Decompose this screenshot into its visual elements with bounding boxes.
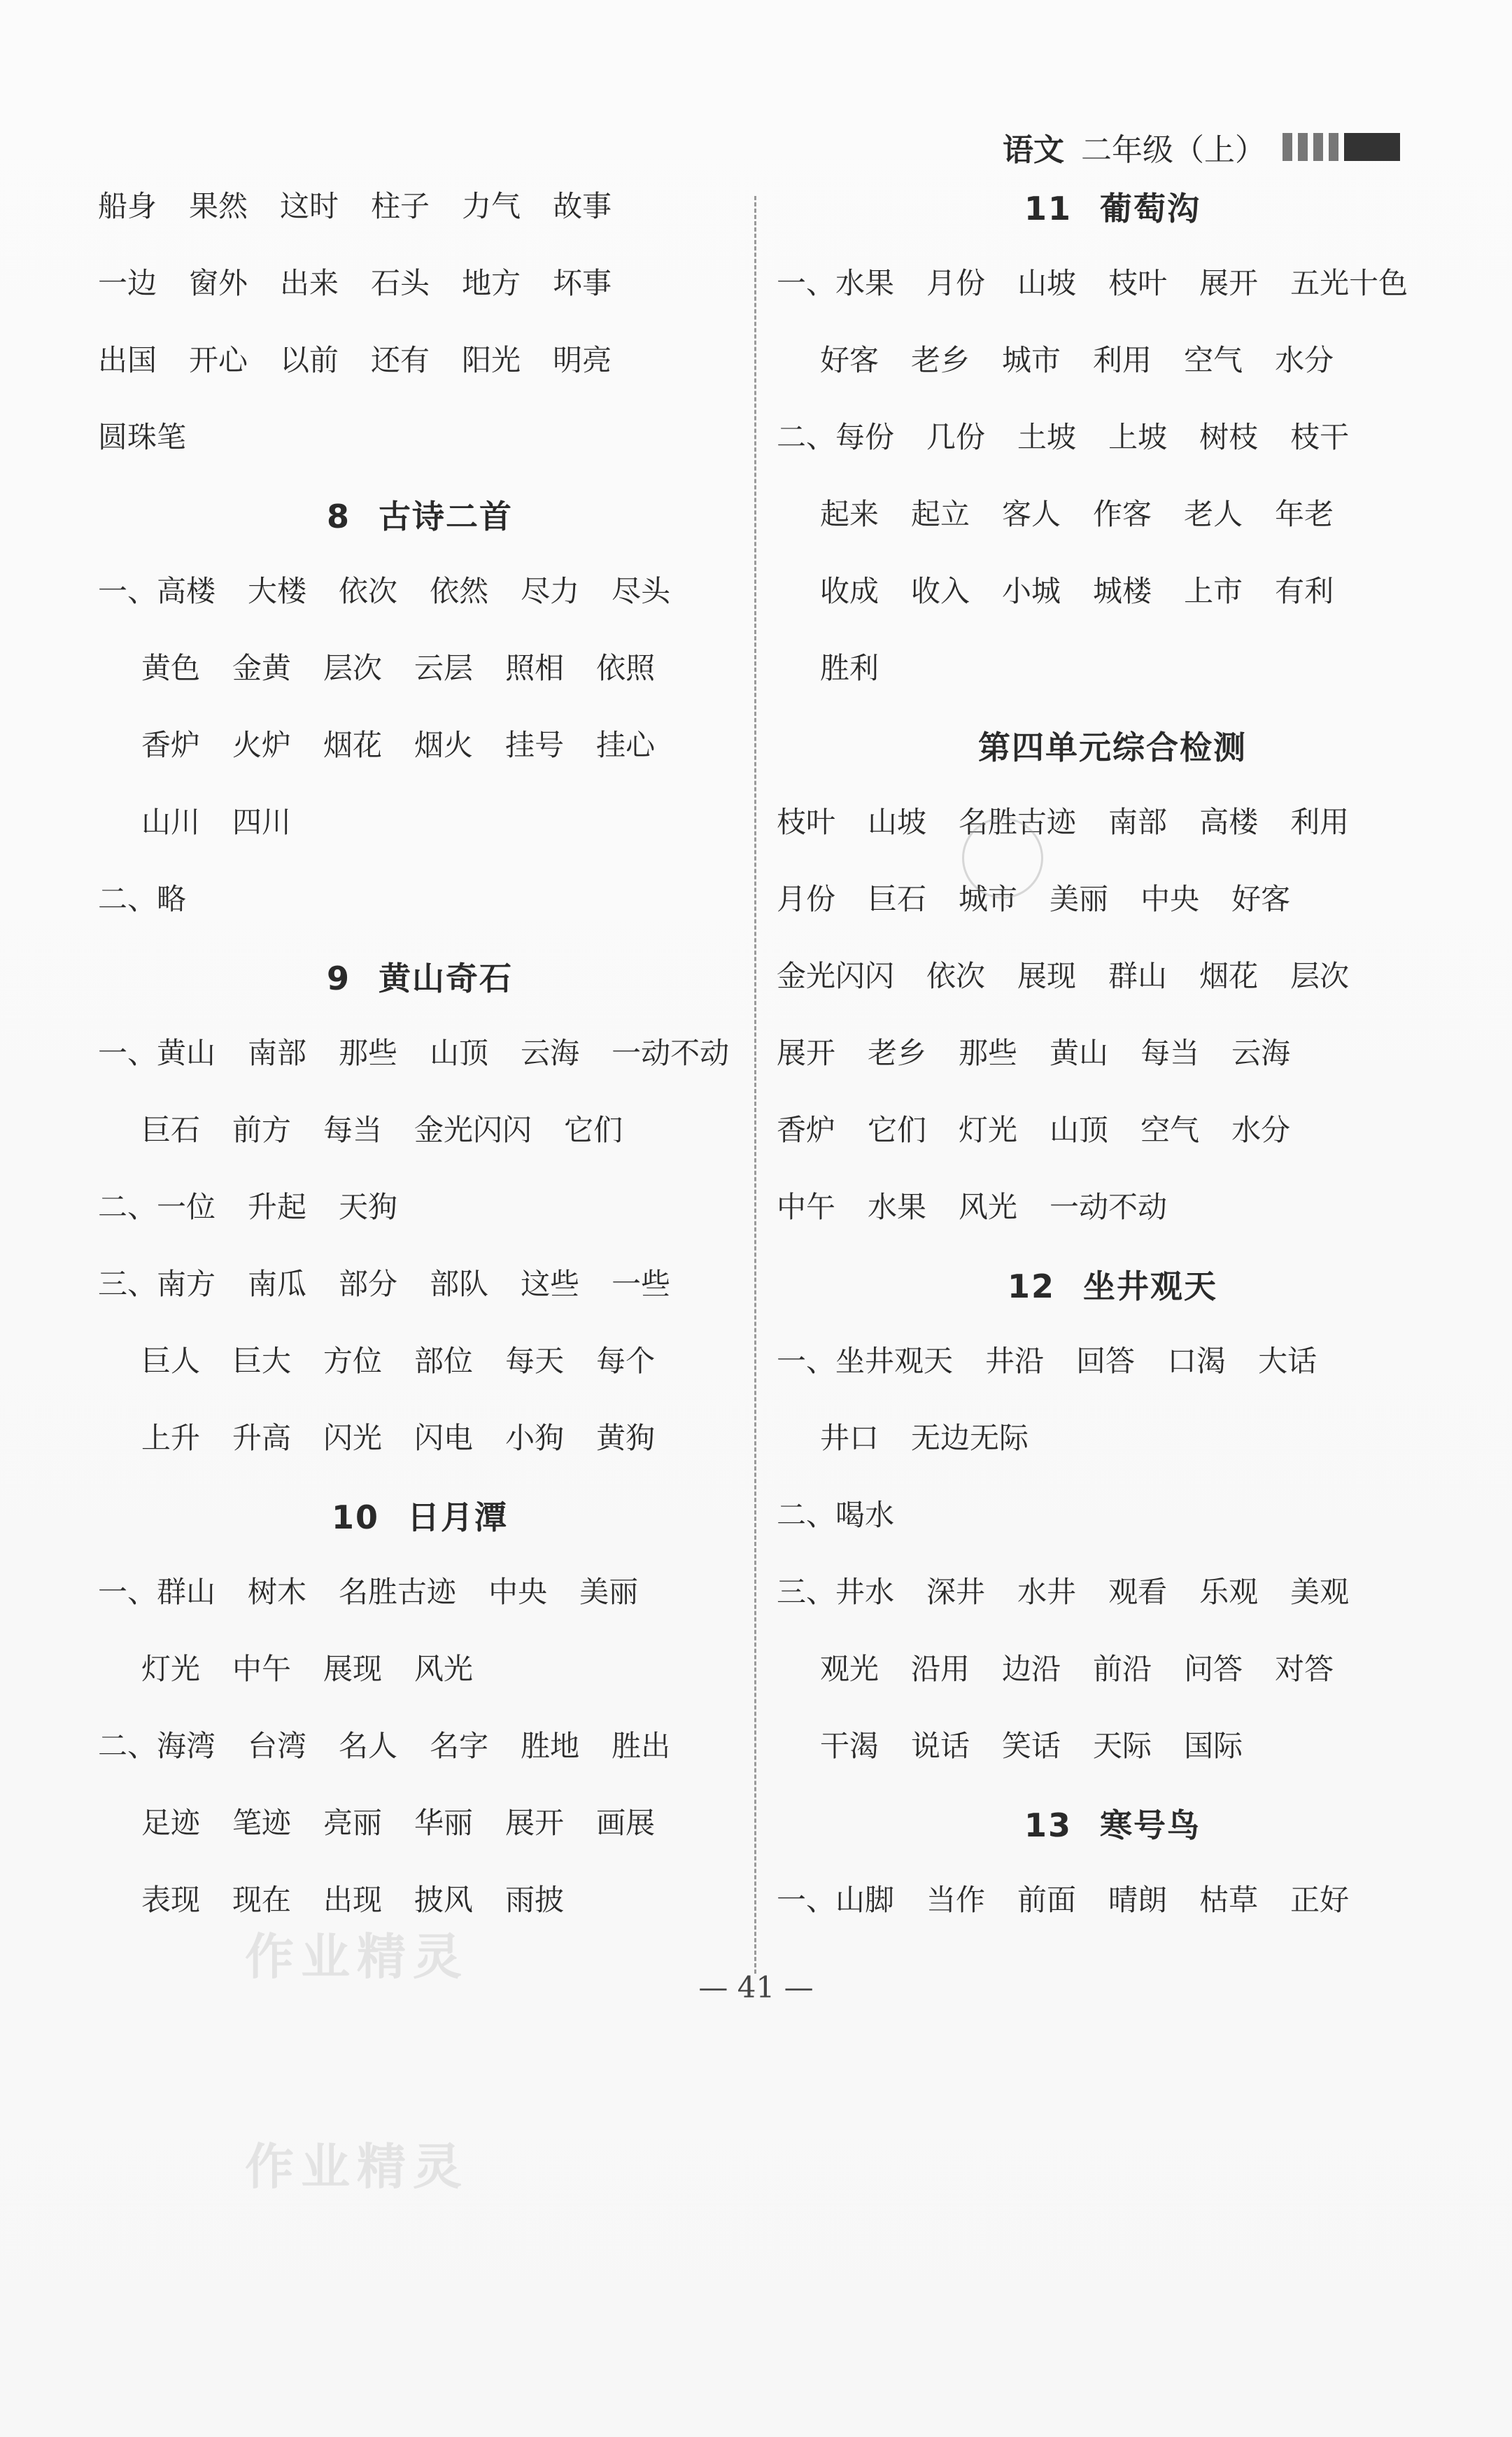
- answer-word: 圆珠笔: [98, 420, 187, 454]
- answer-word: 海湾: [157, 1729, 216, 1763]
- answer-word: 好客: [1231, 882, 1291, 916]
- answer-word: 闪光: [323, 1421, 383, 1455]
- answer-word: 口渴: [1167, 1344, 1227, 1378]
- answer-word: 月份: [926, 266, 986, 300]
- answer-word: 水果: [868, 1190, 927, 1224]
- section-number: 10: [331, 1498, 379, 1536]
- answer-word: 黄色: [141, 651, 201, 685]
- answer-word: 小城: [1002, 574, 1061, 608]
- answer-word: 水井: [1017, 1575, 1077, 1609]
- header-subject: 语文: [1003, 132, 1064, 168]
- answer-word: 以前: [280, 343, 339, 377]
- answer-word: 群山: [157, 1575, 216, 1609]
- answer-word: 城市: [1002, 343, 1061, 377]
- answer-word: 烟花: [323, 728, 383, 762]
- answer-word: 中午: [232, 1652, 292, 1686]
- answer-word: 金光闪闪: [414, 1113, 532, 1147]
- answer-word: 山脚: [835, 1883, 895, 1917]
- answer-word: 城市: [959, 882, 1018, 916]
- answer-word: 闪电: [414, 1421, 474, 1455]
- answer-word: 灯光: [959, 1113, 1018, 1147]
- answer-word: 升高: [232, 1421, 292, 1455]
- answer-word: 边沿: [1002, 1652, 1061, 1686]
- answer-word: 挂心: [596, 728, 656, 762]
- answer-word: 出来: [280, 266, 339, 300]
- answer-word: 明亮: [553, 343, 612, 377]
- answer-word: 一些: [612, 1267, 671, 1301]
- answer-word: 上坡: [1108, 420, 1168, 454]
- answer-word: 雨披: [505, 1883, 565, 1917]
- answer-word: 美丽: [579, 1575, 639, 1609]
- answer-word: 利用: [1290, 805, 1350, 839]
- answer-word: 开心: [189, 343, 248, 377]
- answer-word: 说话: [911, 1729, 970, 1763]
- answer-word: 胜地: [521, 1729, 580, 1763]
- answer-word: 南方: [157, 1267, 216, 1301]
- answer-word: 干渴: [820, 1729, 879, 1763]
- answer-word: 依照: [596, 651, 656, 685]
- section-title: [98, 1492, 742, 1538]
- answer-word: 城楼: [1093, 574, 1152, 608]
- answer-word: 坐井观天: [835, 1344, 954, 1378]
- answer-line: [98, 1785, 742, 1862]
- answer-word: 枯草: [1199, 1883, 1259, 1917]
- section-title: [777, 1800, 1448, 1846]
- answer-word: 烟火: [414, 728, 474, 762]
- answer-line: [98, 1169, 742, 1246]
- answer-word: 胜利: [820, 651, 879, 685]
- answer-word: 表现: [141, 1883, 201, 1917]
- answer-word: 略: [157, 882, 187, 916]
- question-label: 二、: [98, 882, 157, 916]
- answer-word: 云海: [521, 1036, 580, 1070]
- answer-line: [777, 1323, 1448, 1400]
- answer-word: 南部: [248, 1036, 307, 1070]
- answer-word: 观光: [820, 1652, 879, 1686]
- answer-word: 前方: [232, 1113, 292, 1147]
- answer-word: 尽力: [521, 574, 580, 608]
- answer-line: [98, 1246, 742, 1323]
- section-title-text: 日月潭: [407, 1498, 508, 1536]
- answer-word: 香炉: [777, 1113, 836, 1147]
- section-title-text: 坐井观天: [1083, 1267, 1217, 1305]
- answer-word: 几份: [926, 420, 986, 454]
- answer-word: 收入: [911, 574, 970, 608]
- answer-word: 老乡: [911, 343, 970, 377]
- answer-word: 月份: [777, 882, 836, 916]
- section-number: 9: [326, 960, 351, 997]
- column-divider: [754, 196, 756, 1974]
- answer-word: 前面: [1017, 1883, 1077, 1917]
- answer-word: 部分: [339, 1267, 398, 1301]
- answer-word: 照相: [505, 651, 565, 685]
- question-label: 二、: [777, 1498, 836, 1532]
- answer-word: 高楼: [1199, 805, 1259, 839]
- answer-word: 大话: [1258, 1344, 1317, 1378]
- answer-word: 树枝: [1199, 420, 1259, 454]
- answer-word: 一动不动: [612, 1036, 730, 1070]
- answer-word: 依然: [430, 574, 489, 608]
- answer-word: 一位: [157, 1190, 216, 1224]
- answer-line: [98, 1400, 742, 1477]
- answer-line: [777, 322, 1448, 399]
- section-title-text: 黄山奇石: [379, 960, 513, 997]
- answer-line: [98, 861, 742, 938]
- answer-word: 小狗: [505, 1421, 565, 1455]
- answer-word: 客人: [1002, 497, 1061, 531]
- answer-word: 云海: [1231, 1036, 1291, 1070]
- answer-line: [777, 1477, 1448, 1554]
- answer-line: [777, 1400, 1448, 1477]
- answer-word: 烟花: [1199, 959, 1259, 993]
- question-label: 一、: [98, 574, 157, 608]
- question-label: 二、: [98, 1729, 157, 1763]
- answer-word: 南瓜: [248, 1267, 307, 1301]
- answer-line: [777, 1092, 1448, 1169]
- answer-line: [777, 1631, 1448, 1708]
- answer-line: [98, 1323, 742, 1400]
- answer-word: 起来: [820, 497, 879, 531]
- answer-word: 上市: [1184, 574, 1243, 608]
- section-number: 12: [1007, 1267, 1055, 1305]
- answer-word: 一边: [98, 266, 157, 300]
- question-label: 三、: [777, 1575, 836, 1609]
- answer-word: 灯光: [141, 1652, 201, 1686]
- answer-word: 水分: [1275, 343, 1334, 377]
- stamp-mark: [962, 817, 1043, 899]
- answer-line: [98, 168, 742, 245]
- answer-line: [777, 1708, 1448, 1785]
- answer-word: 山坡: [1017, 266, 1077, 300]
- section-title-text: 古诗二首: [379, 498, 513, 535]
- answer-word: 乐观: [1199, 1575, 1259, 1609]
- answer-word: 展开: [505, 1806, 565, 1840]
- answer-word: 果然: [189, 189, 248, 223]
- answer-word: 这些: [521, 1267, 580, 1301]
- answer-word: 那些: [959, 1036, 1018, 1070]
- answer-word: 正好: [1290, 1883, 1350, 1917]
- answer-line: [777, 399, 1448, 476]
- section-title-text: 第四单元综合检测: [978, 729, 1247, 766]
- answer-word: 胜出: [612, 1729, 671, 1763]
- answer-word: 依次: [926, 959, 986, 993]
- answer-word: 国际: [1184, 1729, 1243, 1763]
- answer-word: 水分: [1231, 1113, 1291, 1147]
- answer-line: [777, 938, 1448, 1015]
- answer-word: 香炉: [141, 728, 201, 762]
- answer-word: 那些: [339, 1036, 398, 1070]
- answer-word: 风光: [414, 1652, 474, 1686]
- answer-word: 展现: [1017, 959, 1077, 993]
- answer-word: 力气: [462, 189, 521, 223]
- answer-word: 展现: [323, 1652, 383, 1686]
- section-title-text: 葡萄沟: [1100, 190, 1201, 227]
- answer-word: 井沿: [985, 1344, 1045, 1378]
- question-label: 一、: [777, 1344, 836, 1378]
- answer-word: 层次: [323, 651, 383, 685]
- section-number: 8: [326, 498, 351, 535]
- answer-word: 水果: [835, 266, 895, 300]
- answer-word: 巨石: [868, 882, 927, 916]
- answer-line: [777, 476, 1448, 553]
- answer-word: 一动不动: [1050, 1190, 1168, 1224]
- answer-word: 出现: [323, 1883, 383, 1917]
- answer-word: 足迹: [141, 1806, 201, 1840]
- answer-word: 出国: [98, 343, 157, 377]
- answer-word: 年老: [1275, 497, 1334, 531]
- answer-word: 喝水: [835, 1498, 895, 1532]
- section-title: [777, 1261, 1448, 1307]
- answer-word: 当作: [926, 1883, 986, 1917]
- answer-word: 名字: [430, 1729, 489, 1763]
- answer-word: 五光十色: [1290, 266, 1408, 300]
- answer-word: 画展: [596, 1806, 656, 1840]
- answer-word: 风光: [959, 1190, 1018, 1224]
- section-title-text: 寒号鸟: [1100, 1806, 1201, 1844]
- answer-word: 披风: [414, 1883, 474, 1917]
- answer-word: 树木: [248, 1575, 307, 1609]
- answer-word: 柱子: [371, 189, 430, 223]
- answer-word: 无边无际: [911, 1421, 1029, 1455]
- answer-word: 井口: [820, 1421, 879, 1455]
- answer-word: 美丽: [1050, 882, 1109, 916]
- answer-word: 阳光: [462, 343, 521, 377]
- answer-line: [777, 861, 1448, 938]
- answer-line: [98, 784, 742, 861]
- answer-word: 华丽: [414, 1806, 474, 1840]
- answer-word: 层次: [1290, 959, 1350, 993]
- answer-word: 它们: [564, 1113, 623, 1147]
- section-title: [98, 491, 742, 538]
- answer-word: 沿用: [911, 1652, 970, 1686]
- answer-word: 天狗: [339, 1190, 398, 1224]
- answer-word: 方位: [323, 1344, 383, 1378]
- answer-line: [777, 553, 1448, 630]
- answer-word: 名人: [339, 1729, 398, 1763]
- answer-word: 观看: [1108, 1575, 1168, 1609]
- left-column: [98, 168, 742, 1939]
- answer-word: 问答: [1184, 1652, 1243, 1686]
- answer-word: 群山: [1108, 959, 1168, 993]
- answer-word: 展开: [1199, 266, 1259, 300]
- answer-word: 现在: [232, 1883, 292, 1917]
- answer-word: 作客: [1093, 497, 1152, 531]
- answer-word: 枝叶: [1108, 266, 1168, 300]
- answer-word: 老人: [1184, 497, 1243, 531]
- answer-word: 高楼: [157, 574, 216, 608]
- answer-word: 名胜古迹: [959, 805, 1077, 839]
- question-label: 一、: [98, 1036, 157, 1070]
- section-title: [777, 183, 1448, 230]
- watermark: 作业精灵: [245, 1928, 469, 1986]
- question-label: 三、: [98, 1267, 157, 1301]
- answer-word: 土坡: [1017, 420, 1077, 454]
- running-header: [1003, 125, 1400, 169]
- answer-word: 台湾: [248, 1729, 307, 1763]
- answer-word: 老乡: [868, 1036, 927, 1070]
- answer-word: 黄山: [157, 1036, 216, 1070]
- answer-word: 井水: [835, 1575, 895, 1609]
- header-grade: 二年级（上）: [1081, 132, 1266, 168]
- answer-word: 山坡: [868, 805, 927, 839]
- answer-word: 金黄: [232, 651, 292, 685]
- answer-word: 尽头: [612, 574, 671, 608]
- answer-word: 展开: [777, 1036, 836, 1070]
- answer-word: 挂号: [505, 728, 565, 762]
- answer-line: [98, 1631, 742, 1708]
- answer-word: 巨人: [141, 1344, 201, 1378]
- answer-word: 亮丽: [323, 1806, 383, 1840]
- answer-word: 山顶: [430, 1036, 489, 1070]
- answer-line: [777, 1554, 1448, 1631]
- answer-word: 收成: [820, 574, 879, 608]
- answer-word: 晴朗: [1108, 1883, 1168, 1917]
- answer-word: 笑话: [1002, 1729, 1061, 1763]
- answer-word: 中央: [1140, 882, 1200, 916]
- answer-line: [98, 553, 742, 630]
- answer-line: [98, 630, 742, 707]
- answer-word: 枝干: [1290, 420, 1350, 454]
- answer-line: [98, 707, 742, 784]
- answer-word: 回答: [1076, 1344, 1136, 1378]
- answer-word: 依次: [339, 574, 398, 608]
- answer-word: 四川: [232, 805, 292, 839]
- answer-word: 火炉: [232, 728, 292, 762]
- answer-line: [777, 1169, 1448, 1246]
- answer-word: 窗外: [189, 266, 248, 300]
- answer-word: 部位: [414, 1344, 474, 1378]
- answer-line: [98, 399, 742, 476]
- question-label: 一、: [98, 1575, 157, 1609]
- answer-line: [777, 1015, 1448, 1092]
- answer-line: [777, 1862, 1448, 1939]
- answer-word: 空气: [1184, 343, 1243, 377]
- header-decoration: [1283, 133, 1400, 161]
- answer-word: 每当: [1140, 1036, 1200, 1070]
- answer-word: 它们: [868, 1113, 927, 1147]
- answer-line: [98, 245, 742, 322]
- answer-word: 名胜古迹: [339, 1575, 457, 1609]
- answer-word: 部队: [430, 1267, 489, 1301]
- answer-word: 利用: [1093, 343, 1152, 377]
- answer-word: 空气: [1140, 1113, 1200, 1147]
- answer-word: 前沿: [1093, 1652, 1152, 1686]
- answer-line: [777, 245, 1448, 322]
- answer-word: 每天: [505, 1344, 565, 1378]
- answer-word: 黄山: [1050, 1036, 1109, 1070]
- answer-word: 大楼: [248, 574, 307, 608]
- answer-word: 这时: [280, 189, 339, 223]
- answer-word: 中央: [488, 1575, 548, 1609]
- answer-word: 升起: [248, 1190, 307, 1224]
- section-title: [777, 722, 1448, 768]
- answer-word: 地方: [462, 266, 521, 300]
- answer-word: 坏事: [553, 266, 612, 300]
- answer-word: 山顶: [1050, 1113, 1109, 1147]
- watermark: 作业精灵: [245, 2138, 469, 2196]
- answer-word: 每当: [323, 1113, 383, 1147]
- answer-word: 每个: [596, 1344, 656, 1378]
- question-label: 一、: [777, 1883, 836, 1917]
- answer-word: 天际: [1093, 1729, 1152, 1763]
- answer-line: [98, 1015, 742, 1092]
- answer-word: 枝叶: [777, 805, 836, 839]
- answer-word: 笔迹: [232, 1806, 292, 1840]
- answer-line: [98, 1554, 742, 1631]
- answer-word: 巨大: [232, 1344, 292, 1378]
- answer-word: 起立: [911, 497, 970, 531]
- answer-word: 南部: [1108, 805, 1168, 839]
- answer-word: 中午: [777, 1190, 836, 1224]
- answer-word: 每份: [835, 420, 895, 454]
- answer-line: [98, 322, 742, 399]
- answer-word: 云层: [414, 651, 474, 685]
- answer-word: 黄狗: [596, 1421, 656, 1455]
- answer-word: 金光闪闪: [777, 959, 895, 993]
- answer-word: 山川: [141, 805, 201, 839]
- answer-word: 深井: [926, 1575, 986, 1609]
- right-column: [777, 168, 1448, 1939]
- section-title: [98, 953, 742, 999]
- answer-word: 巨石: [141, 1113, 201, 1147]
- answer-line: [777, 784, 1448, 861]
- answer-word: 美观: [1290, 1575, 1350, 1609]
- answer-word: 石头: [371, 266, 430, 300]
- section-number: 11: [1024, 190, 1072, 227]
- answer-word: 有利: [1275, 574, 1334, 608]
- section-number: 13: [1024, 1806, 1072, 1844]
- answer-word: 船身: [98, 189, 157, 223]
- answer-word: 还有: [371, 343, 430, 377]
- answer-word: 好客: [820, 343, 879, 377]
- answer-line: [98, 1708, 742, 1785]
- answer-word: 故事: [553, 189, 612, 223]
- answer-word: 对答: [1275, 1652, 1334, 1686]
- question-label: 二、: [98, 1190, 157, 1224]
- question-label: 一、: [777, 266, 836, 300]
- page-number: — 41 —: [698, 1970, 814, 2004]
- answer-line: [98, 1092, 742, 1169]
- question-label: 二、: [777, 420, 836, 454]
- answer-word: 上升: [141, 1421, 201, 1455]
- answer-line: [777, 630, 1448, 707]
